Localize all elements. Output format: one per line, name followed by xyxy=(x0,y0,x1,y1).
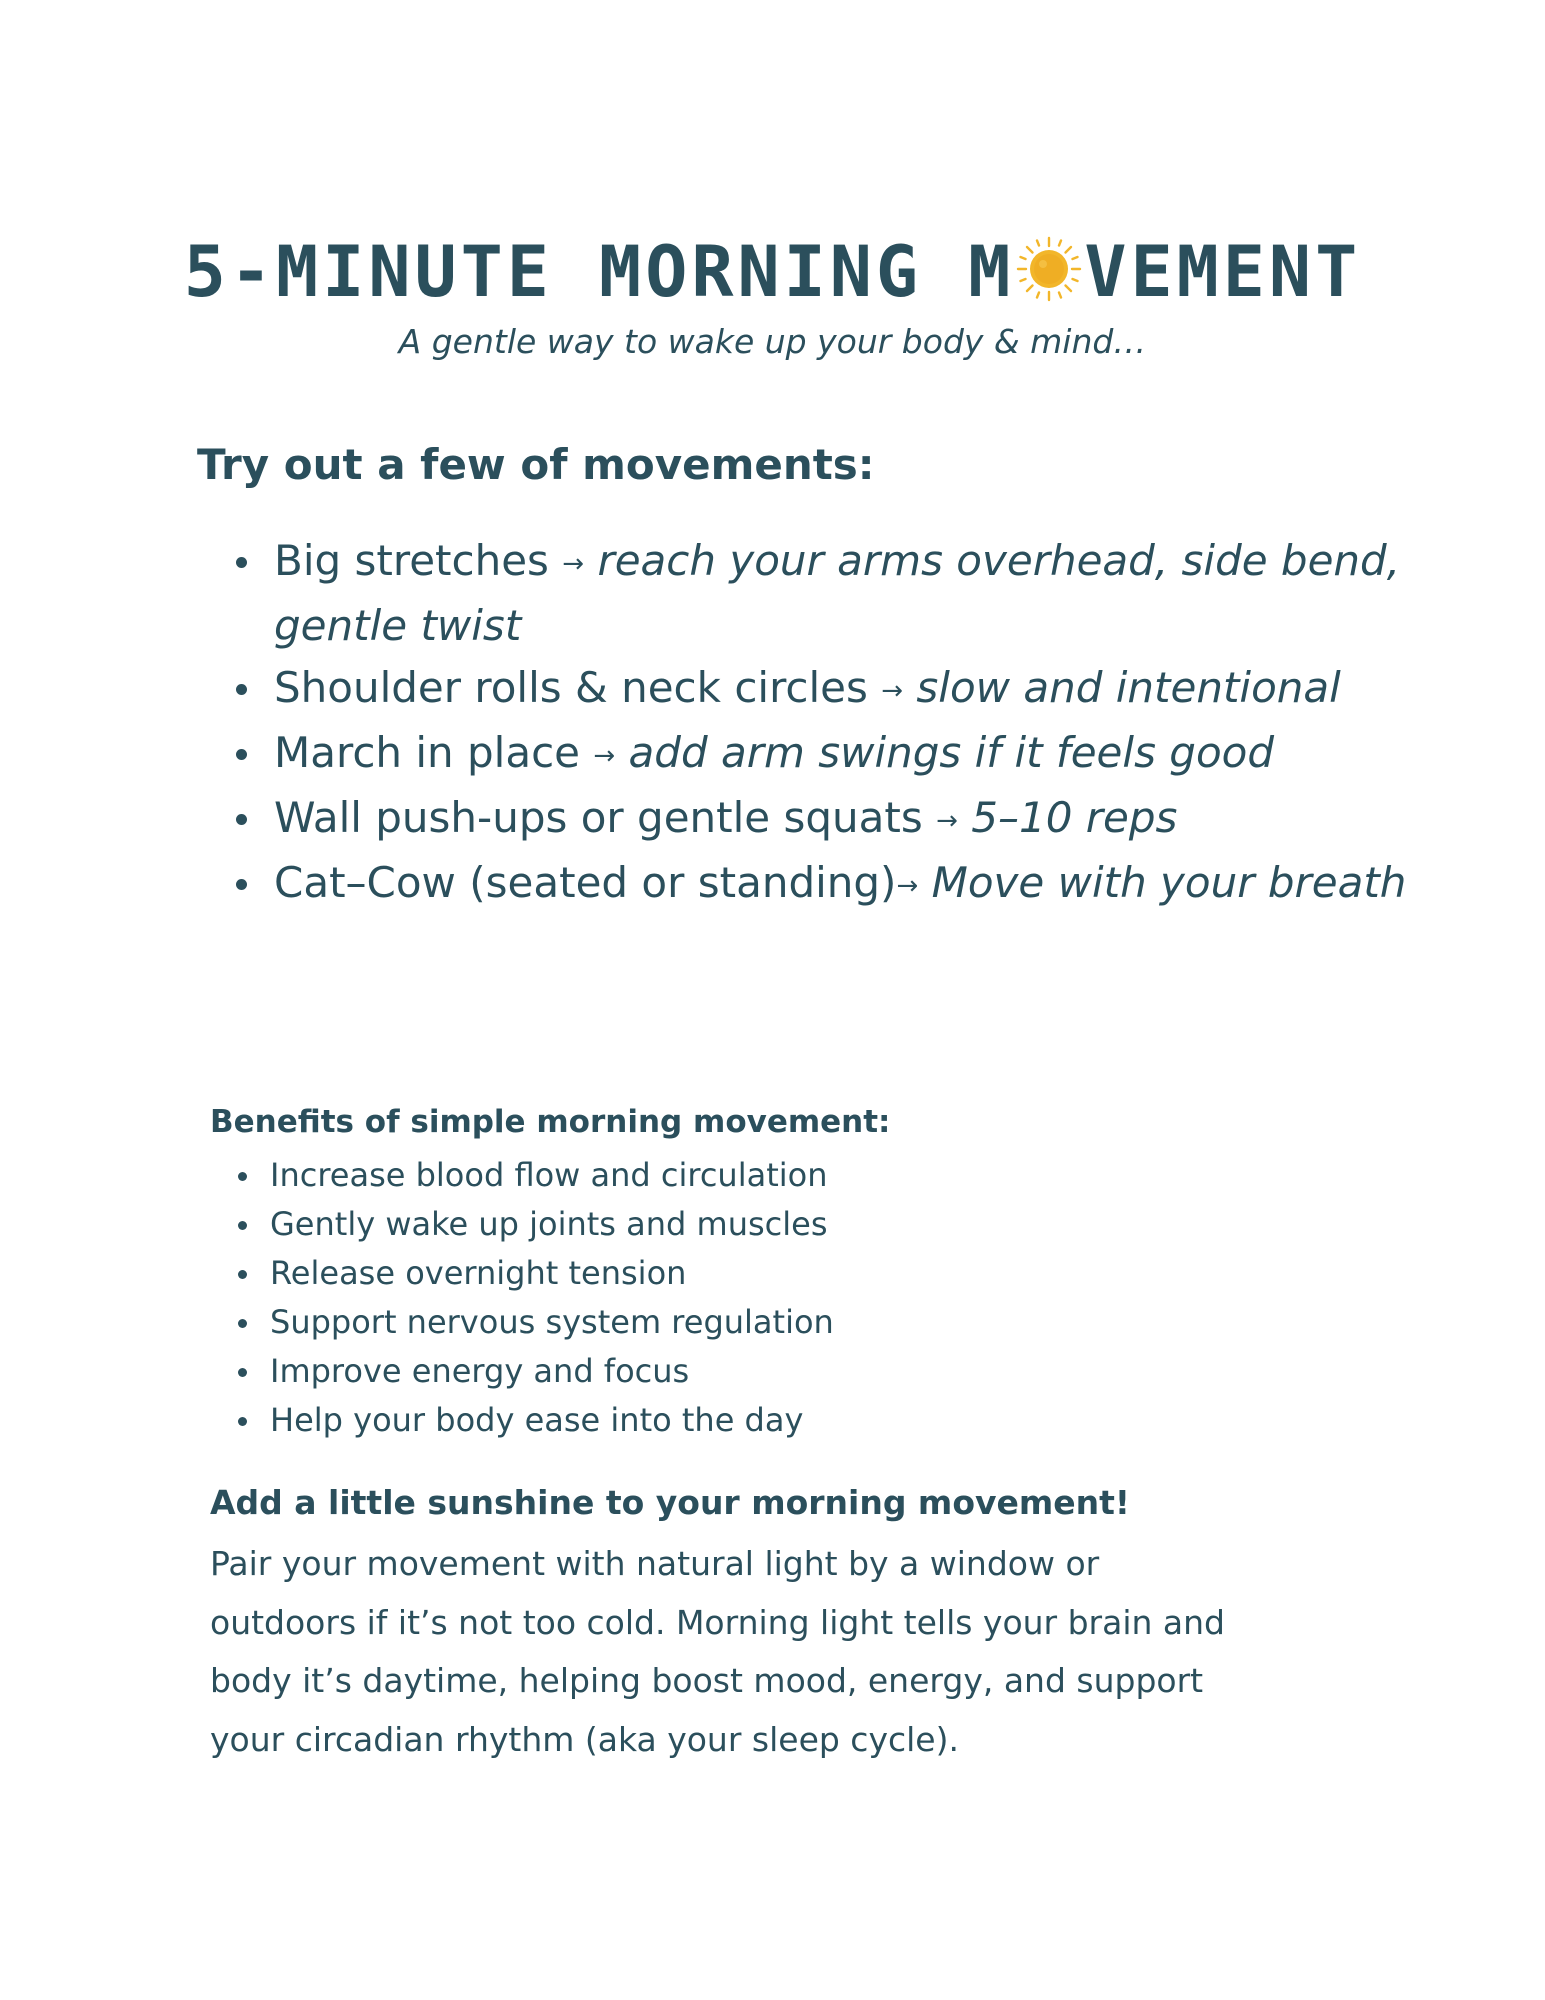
sunshine-heading: Add a little sunshine to your morning movement! xyxy=(210,1483,1130,1522)
movement-note: add arm swings if it feels good xyxy=(628,728,1275,777)
benefits-list xyxy=(230,1151,834,1445)
movement-note: reach your arms overhead, side bend, gentle twist xyxy=(274,536,1401,650)
benefit-item: Help your body ease into the day xyxy=(270,1396,834,1445)
benefit-item: Release overnight tension xyxy=(270,1249,834,1298)
movement-item xyxy=(274,722,1414,787)
benefit-item: Support nervous system regulation xyxy=(270,1298,834,1347)
movement-item xyxy=(274,852,1414,917)
subtitle: A gentle way to wake up your body & mind… xyxy=(398,322,1147,361)
sun-icon xyxy=(1016,236,1082,302)
movement-item xyxy=(274,530,1414,657)
paragraph-line: Pair your movement with natural light by a window or xyxy=(210,1544,1100,1583)
movement-label: Big stretches xyxy=(274,536,549,585)
movement-note: 5–10 reps xyxy=(971,793,1178,842)
benefit-item: Increase blood flow and circulation xyxy=(270,1151,834,1200)
benefit-item: Gently wake up joints and muscles xyxy=(270,1200,834,1249)
movement-label: Wall push-ups or gentle squats xyxy=(274,793,923,842)
sunshine-paragraph xyxy=(210,1535,1360,1769)
movement-note: slow and intentional xyxy=(916,663,1341,712)
movement-note: Move with your breath xyxy=(931,858,1407,907)
paragraph-line: body it’s daytime, helping boost mood, energy, and support xyxy=(210,1661,1204,1700)
arrow-icon: → xyxy=(593,741,616,771)
paragraph-line: your circadian rhythm (aka your sleep cycle). xyxy=(210,1719,959,1759)
arrow-icon: → xyxy=(881,676,904,706)
movement-label: March in place xyxy=(274,728,581,777)
title-part-1: 5-MINUTE MORNING M xyxy=(183,231,1015,313)
arrow-icon: → xyxy=(896,871,919,901)
arrow-icon: → xyxy=(936,806,958,836)
title-block xyxy=(0,231,1545,313)
movements-list xyxy=(230,530,1414,917)
movement-extra: (seated or standing) xyxy=(469,858,897,907)
page-title xyxy=(183,231,1362,313)
movement-item xyxy=(274,787,1414,852)
paragraph-line: outdoors if it’s not too cold. Morning light tells your brain and xyxy=(210,1602,1226,1642)
movement-label: Cat–Cow xyxy=(274,858,456,907)
arrow-icon: → xyxy=(562,549,585,579)
movements-heading: Try out a few of movements: xyxy=(197,440,875,489)
title-part-2: VEMENT xyxy=(1084,231,1362,313)
benefits-heading: Benefits of simple morning movement: xyxy=(210,1104,891,1140)
movement-label: Shoulder rolls & neck circles xyxy=(274,663,868,712)
movement-item xyxy=(274,657,1414,722)
benefit-item: Improve energy and focus xyxy=(270,1347,834,1396)
